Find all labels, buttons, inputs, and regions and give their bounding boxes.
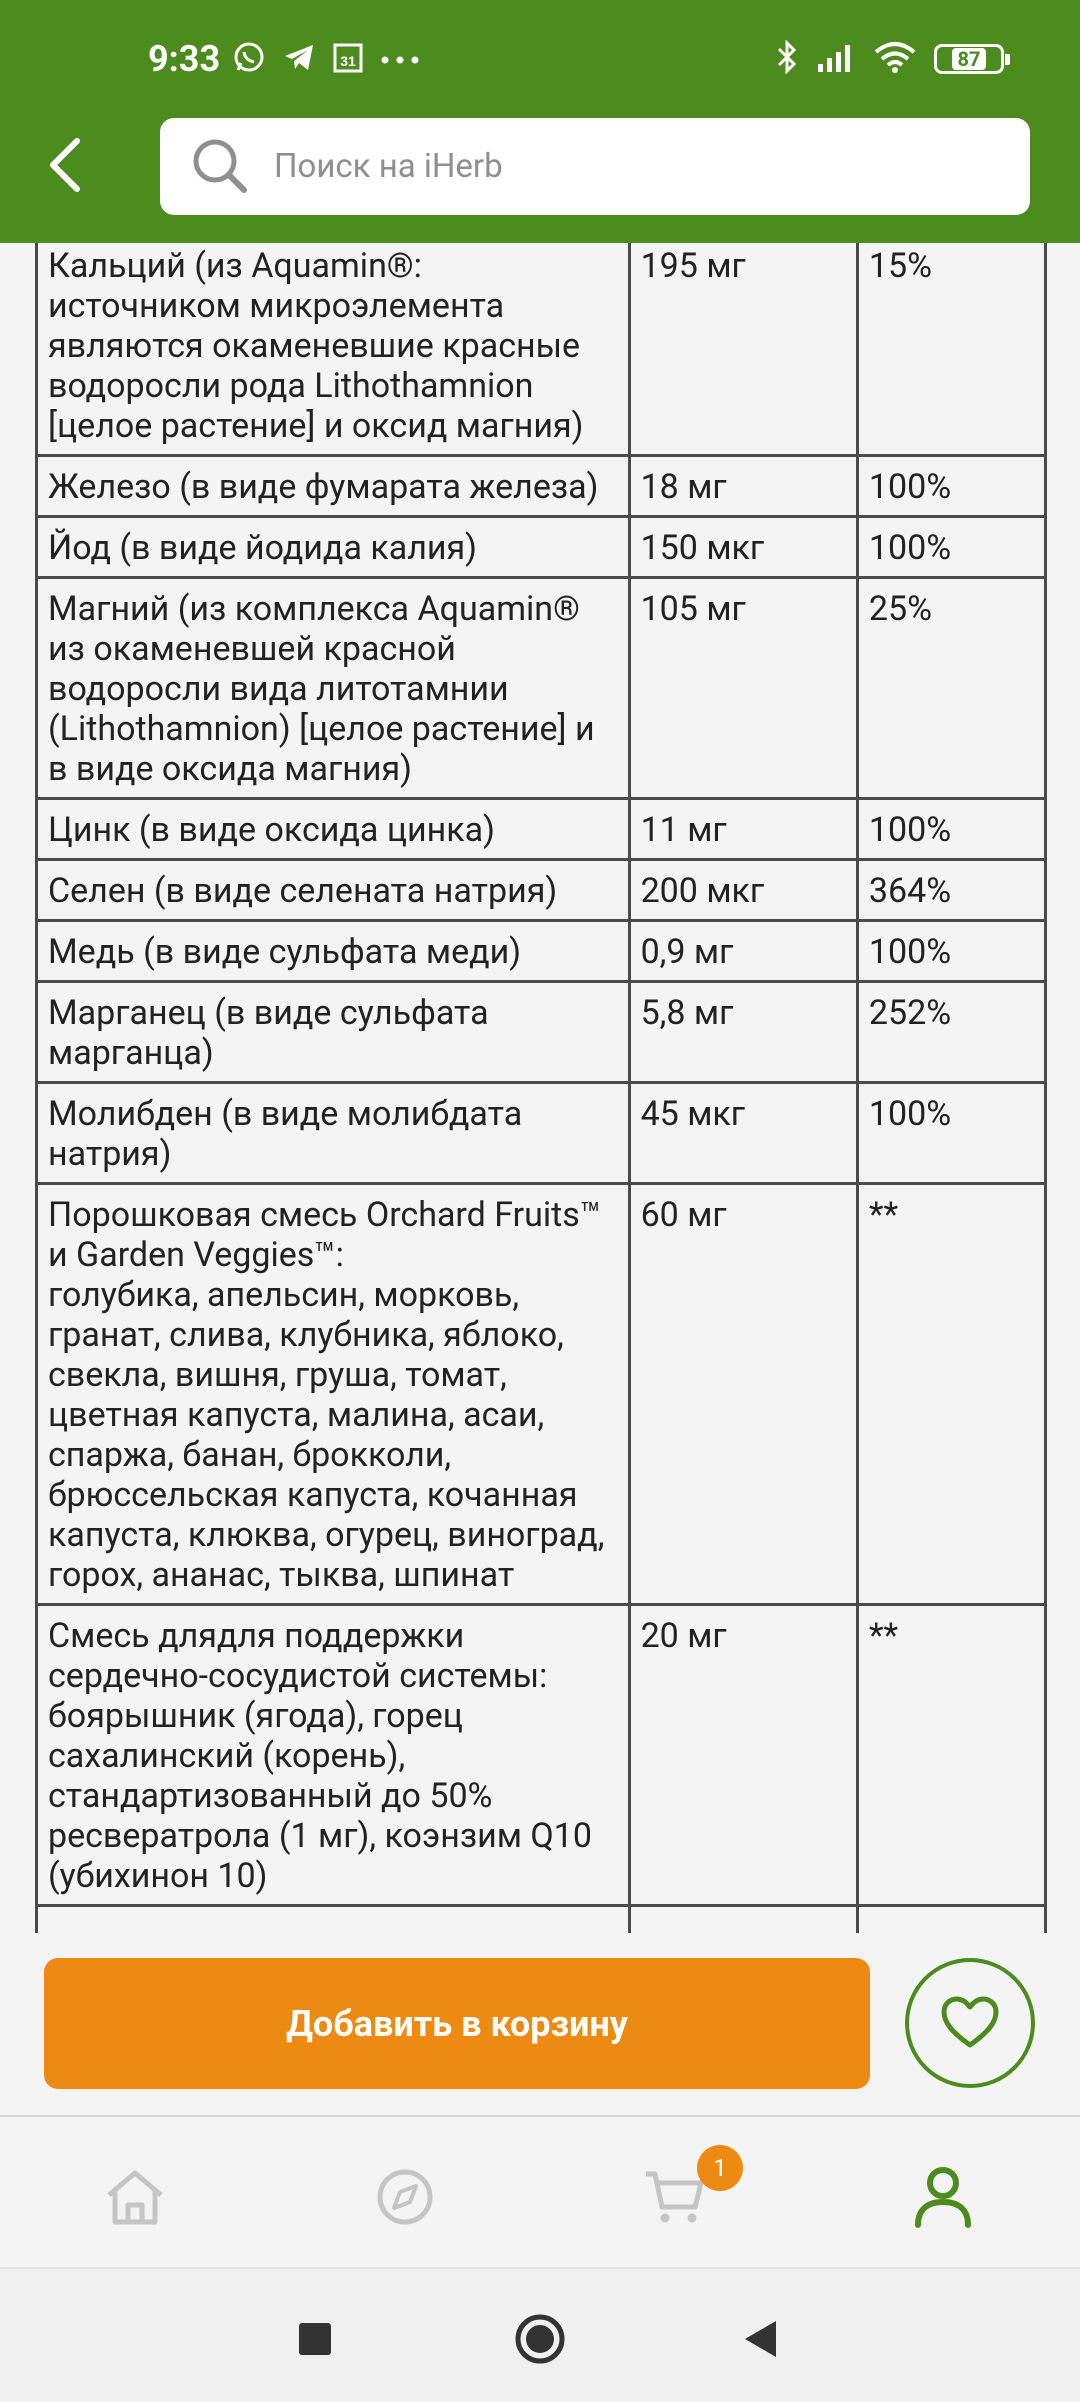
nutrient-amount: 18 мг xyxy=(629,456,857,517)
nutrient-amount: 195 мг xyxy=(629,243,857,456)
search-icon xyxy=(190,136,248,198)
battery-icon xyxy=(934,44,1004,74)
status-time: 9:33 xyxy=(148,38,221,80)
nutrition-facts-table xyxy=(35,243,1047,1933)
nutrient-name: Селен (в виде селената натрия) xyxy=(37,860,630,921)
table-row xyxy=(37,1906,1046,1934)
nutrient-daily-value: ** xyxy=(857,1605,1045,1906)
nutrient-daily-value: 100% xyxy=(857,1083,1045,1184)
recents-button[interactable] xyxy=(285,2309,345,2369)
table-row xyxy=(37,578,1046,799)
nutrient-name: Магний (из комплекса Aquamin® из окаменевшей красной водоросли вида литотамнии (Lithothamnion) [целое растение] и в виде оксида магния) xyxy=(37,578,630,799)
nutrient-daily-value: 25% xyxy=(857,578,1045,799)
table-row xyxy=(37,921,1046,982)
nutrient-amount: 45 мкг xyxy=(629,1083,857,1184)
search-bar[interactable] xyxy=(160,118,1030,215)
heart-icon xyxy=(940,1995,1000,2051)
battery-level: 87 xyxy=(952,48,987,70)
add-to-cart-bar xyxy=(0,1933,1080,2117)
nav-explore[interactable] xyxy=(370,2162,440,2232)
back-button[interactable] xyxy=(30,125,100,205)
nutrient-daily-value: 100% xyxy=(857,921,1045,982)
user-icon xyxy=(913,2165,973,2229)
whatsapp-icon xyxy=(232,40,266,78)
nutrient-daily-value: 100% xyxy=(857,517,1045,578)
favorite-button[interactable] xyxy=(905,1958,1035,2088)
nutrient-name: Марганец (в виде сульфата марганца) xyxy=(37,982,630,1083)
nutrient-amount: 20 мг xyxy=(629,1605,857,1906)
add-to-cart-button[interactable]: Добавить в корзину xyxy=(44,1958,870,2089)
nutrient-amount: 11 мг xyxy=(629,799,857,860)
nutrient-daily-value: ** xyxy=(857,1184,1045,1605)
signal-icon xyxy=(816,42,856,76)
search-input[interactable] xyxy=(272,146,976,187)
ingredient-list: голубика, апельсин, морковь, гранат, слива, клубника, яблоко, свекла, вишня, груша, томат, цветная капуста, малина, асаи, спаржа, банан, брокколи, брюссельская капуста, кочанная капуста, клюква, огурец, виноград, горох, ананас, тыква, шпинат xyxy=(48,1275,605,1595)
more-notifications-icon xyxy=(380,50,420,69)
svg-text:31: 31 xyxy=(340,53,356,69)
back-system-button[interactable] xyxy=(730,2309,790,2369)
table-row xyxy=(37,982,1046,1083)
nutrient-amount: 200 мкг xyxy=(629,860,857,921)
nutrient-amount: 150 мкг xyxy=(629,517,857,578)
table-row xyxy=(37,517,1046,578)
cart-count-badge: 1 xyxy=(697,2145,743,2191)
nutrient-name-cell xyxy=(37,1184,630,1605)
nutrient-amount xyxy=(629,1906,857,1934)
chevron-left-icon xyxy=(45,135,85,195)
nutrient-name: Железо (в виде фумарата железа) xyxy=(37,456,630,517)
nutrient-name: Порошковая смесь Orchard Fruits™ и Garden Veggies™: xyxy=(48,1195,602,1275)
nutrient-daily-value: 252% xyxy=(857,982,1045,1083)
table-row xyxy=(37,860,1046,921)
nutrient-daily-value xyxy=(857,1906,1045,1934)
nav-home[interactable] xyxy=(100,2162,170,2232)
square-icon xyxy=(298,2322,332,2356)
nutrient-name: Йод (в виде йодида калия) xyxy=(37,517,630,578)
table-row xyxy=(37,799,1046,860)
nav-account[interactable] xyxy=(908,2162,978,2232)
nutrient-daily-value: 364% xyxy=(857,860,1045,921)
status-bar xyxy=(0,0,1080,120)
telegram-icon xyxy=(282,40,316,78)
nutrient-amount: 5,8 мг xyxy=(629,982,857,1083)
circle-icon xyxy=(514,2313,566,2365)
table-row xyxy=(37,456,1046,517)
calendar-icon xyxy=(332,40,364,78)
nutrient-name: Молибден (в виде молибдата натрия) xyxy=(37,1083,630,1184)
home-icon xyxy=(103,2167,167,2227)
bluetooth-icon xyxy=(776,40,798,78)
nutrient-amount: 60 мг xyxy=(629,1184,857,1605)
table-row xyxy=(37,1184,1046,1605)
app-header xyxy=(0,0,1080,243)
nutrient-name: Смесь длядля поддержки сердечно-сосудистой системы: боярышник (ягода), горец сахалинский (корень), стандартизованный до 50% ресвератрола (1 мг), коэнзим Q10 (убихинон 10) xyxy=(37,1605,630,1906)
nutrient-daily-value: 100% xyxy=(857,456,1045,517)
nutrient-daily-value: 100% xyxy=(857,799,1045,860)
nutrient-amount: 0,9 мг xyxy=(629,921,857,982)
nutrient-daily-value: 15% xyxy=(857,243,1045,456)
wifi-icon xyxy=(874,41,916,77)
system-navigation-bar xyxy=(0,2267,1080,2402)
nutrient-name: Медь (в виде сульфата меди) xyxy=(37,921,630,982)
nutrient-amount: 105 мг xyxy=(629,578,857,799)
nutrient-name: Кальций (из Aquamin®: источником микроэлемента являются окаменевшие красные водоросли рода Lithothamnion [целое растение] и оксид магния) xyxy=(37,243,630,456)
table-row xyxy=(37,1605,1046,1906)
nutrient-name: Цинк (в виде оксида цинка) xyxy=(37,799,630,860)
product-details-content[interactable] xyxy=(0,243,1080,1933)
compass-icon xyxy=(375,2167,435,2227)
table-row xyxy=(37,1083,1046,1184)
cart-icon xyxy=(643,2167,707,2227)
home-system-button[interactable] xyxy=(510,2309,570,2369)
bottom-navigation xyxy=(0,2117,1080,2267)
triangle-back-icon xyxy=(742,2319,778,2359)
table-row xyxy=(37,243,1046,456)
nutrient-name xyxy=(37,1906,630,1934)
